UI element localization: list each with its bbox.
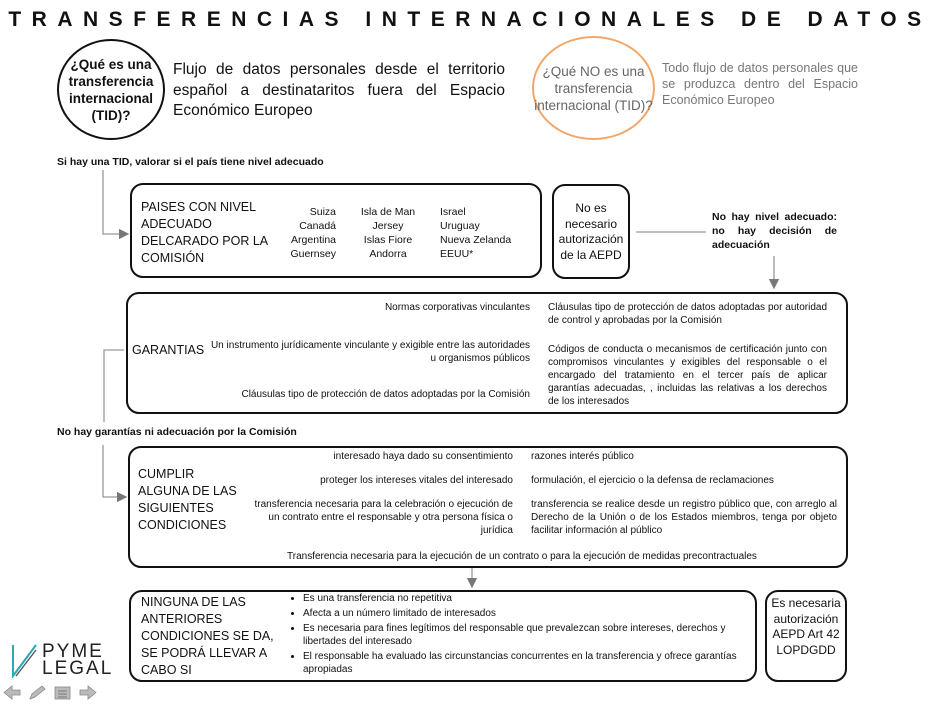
no-adequacy-note: No hay nivel adecuado: no hay decisión de adecuación [712,211,837,251]
question-circle-tid [57,39,165,140]
question-circle-not-tid [532,36,655,140]
logo-line2: LEGAL [42,658,114,679]
country: Canadá [299,220,336,232]
arrow-left-icon[interactable] [4,686,20,699]
condition-item: proteger los intereses vitales del interesado [320,475,513,486]
guarantee-item: Códigos de conducta o mecanismos de certificación junto con compromisos vinculantes y exigibles del responsable o el encargado del tratamiento en el tercer país de aplicar garantías adecuadas, , incluidas las relativas a los derechos de los interesados [548,344,827,407]
country: EEUU* [440,248,474,260]
question-tid-text: ¿Qué es una transferencia internacional (TID)? [68,56,154,123]
condition-item: transferencia se realice desde un registro público que, con arreglo al Derecho de la Unión o de los Estados miembros, tenga por objeto facilitar información al público [531,499,837,536]
country: Suiza [309,206,336,218]
country: Israel [440,206,466,218]
step1-label: Si hay una TID, valorar si el país tiene nivel adecuado [57,156,324,168]
countries-col2 [352,205,424,261]
guarantee-item: Normas corporativas vinculantes [384,302,530,313]
condition-item: interesado haya dado su consentimiento [333,451,513,462]
country: Guernsey [290,248,336,260]
connector-step1 [103,170,128,234]
logo-line1: PYME [42,641,104,662]
adequate-countries-title: PAISES CON NIVEL ADECUADO DELCARADO POR LA COMISIÓN [141,200,268,265]
none-conditions-list [287,592,751,678]
country: Islas Fiore [363,234,413,246]
countries-col1 [272,205,336,261]
country: Argentina [291,234,336,246]
condition-item: razones interés público [531,451,634,462]
guarantee-item: Cláusulas tipo de protección de datos adoptadas por la Comisión [241,389,530,400]
pyme-legal-logo [12,641,114,679]
connector-guarantees [104,350,124,422]
guarantee-item: Cláusulas tipo de protección de datos adoptadas por autoridad de control y aprobadas por la Comisión [548,302,827,326]
question-not-tid-text: ¿Qué NO es una transferencia internacional (TID)? [534,63,653,113]
conditions-title: CUMPLIR ALGUNA DE LAS SIGUIENTES CONDICIONES [138,467,237,532]
condition-item: formulación, el ejercicio o la defensa de reclamaciones [531,475,774,486]
guarantees-title: GARANTIAS [132,343,205,357]
country: Nueva Zelanda [440,234,512,246]
tid-definition: Flujo de datos personales desde el territorio español a destinataritos fuera del Espacio Económico Europeo [173,61,505,119]
country: Andorra [369,248,407,260]
country: Isla de Man [360,206,416,218]
logo-mark-icon [12,644,38,678]
condition-bottom: Transferencia necesaria para la ejecución de un contrato o para la ejecución de medidas precontractuales [287,551,757,562]
not-tid-definition: Todo flujo de datos personales que se produzca dentro del Espacio Económico Europeo [662,61,858,107]
bullet-item: • Es una transferencia no repetitiva [303,592,751,605]
countries-col3 [440,205,530,261]
no-auth-text: No es necesario autorización de la AEPD [558,201,624,262]
auth-needed-text: Es necesaria autorización AEPD Art 42 LOPDGDD [771,596,841,657]
menu-icon[interactable] [55,687,70,699]
connector-step2 [103,445,126,497]
country: Uruguay [440,220,480,232]
arrow-right-icon[interactable] [80,686,96,699]
pencil-icon[interactable] [30,686,45,699]
condition-item: transferencia necesaria para la celebración o ejecución de un contrato entre el responsable y otra persona física o jurídica [254,499,513,536]
bullet-item: • El responsable ha evaluado las circunstancias concurrentes en la transferencia y ofrece garantías apropiadas [303,650,751,676]
none-conditions-title: NINGUNA DE LAS ANTERIORES CONDICIONES SE DA, SE PODRÁ LLEVAR A CABO SI [141,595,274,677]
country: Jersey [372,220,404,232]
bullet-item: • Afecta a un número limitado de interesados [303,607,751,620]
bullet-item: • Es necesaria para fines legítimos del responsable que prevalezcan sobre intereses, derechos y libertades del interesado [303,622,751,648]
guarantee-item: Un instrumento jurídicamente vinculante y exigible entre las autoridades u organismos públicos [210,340,530,364]
page-title: TRANSFERENCIAS INTERNACIONALES DE DATOS [8,8,932,31]
slide-nav-bar [2,684,98,701]
step2-label: No hay garantías ni adecuación por la Comisión [57,426,297,438]
